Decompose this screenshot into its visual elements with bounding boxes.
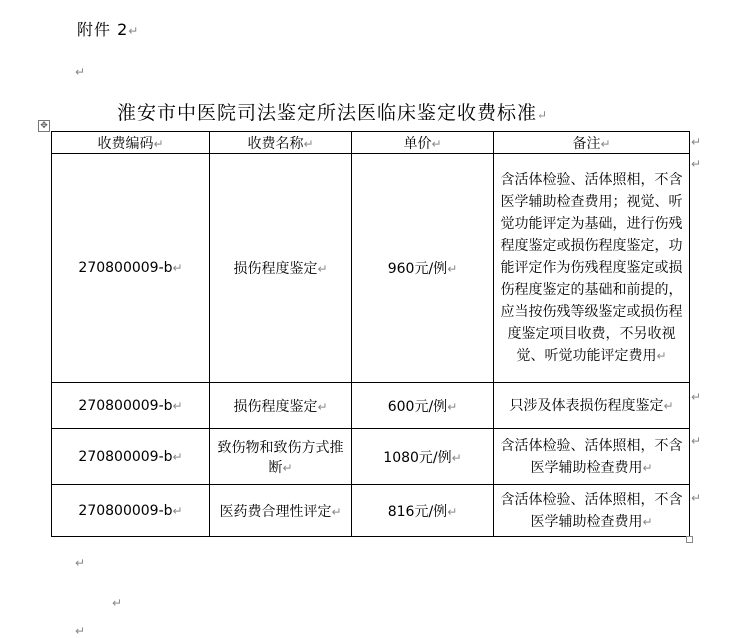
table-row: [52, 383, 690, 429]
paragraph-mark: ↵: [537, 108, 549, 122]
header-name: 收费名称↵: [210, 132, 352, 154]
cell-note: 含活体检验、活体照相，不含医学辅助检查费用↵: [494, 429, 690, 485]
cell-code: 270800009-b↵: [52, 485, 210, 537]
row-end-mark: ↵: [691, 135, 702, 149]
table-row: [52, 154, 690, 383]
table-resize-handle[interactable]: [686, 536, 693, 543]
paragraph-mark: ↵: [128, 24, 140, 38]
row-end-mark: ↵: [691, 157, 702, 171]
cell-name: 医药费合理性评定↵: [210, 485, 352, 537]
cell-name: 损伤程度鉴定↵: [210, 383, 352, 429]
cell-note: 含活体检验、活体照相，不含医学辅助检查费用↵: [494, 485, 690, 537]
table-move-handle-icon[interactable]: ✥: [38, 120, 50, 132]
cell-price: 600元/例↵: [352, 383, 494, 429]
header-code: 收费编码↵: [52, 132, 210, 154]
paragraph-mark: ↵: [75, 65, 86, 79]
page-title: 淮安市中医院司法鉴定所法医临床鉴定收费标准↵: [117, 102, 549, 124]
cell-price: 816元/例↵: [352, 485, 494, 537]
header-price: 单价↵: [352, 132, 494, 154]
cell-name: 损伤程度鉴定↵: [210, 154, 352, 383]
row-end-mark: ↵: [691, 390, 702, 404]
paragraph-mark: ↵: [112, 596, 123, 610]
fee-table: [51, 131, 690, 537]
cell-name: 致伤物和致伤方式推断↵: [210, 429, 352, 485]
table-header-row: [52, 132, 690, 154]
table-row: [52, 485, 690, 537]
cell-note: 只涉及体表损伤程度鉴定↵: [494, 383, 690, 429]
paragraph-mark: ↵: [75, 624, 86, 638]
row-end-mark: ↵: [691, 491, 702, 505]
paragraph-mark: ↵: [75, 556, 86, 570]
table-row: [52, 429, 690, 485]
header-note: 备注↵: [494, 132, 690, 154]
cell-price: 1080元/例↵: [352, 429, 494, 485]
cell-price: 960元/例↵: [352, 154, 494, 383]
cell-code: 270800009-b↵: [52, 383, 210, 429]
attachment-label: 附件 2↵: [77, 20, 140, 39]
cell-code: 270800009-b↵: [52, 154, 210, 383]
cell-note: 含活体检验、活体照相，不含医学辅助检查费用；视觉、听觉功能评定为基础，进行伤残程度鉴定或损伤程度鉴定，功能评定作为伤残程度鉴定或损伤程度鉴定的基础和前提的，应当按伤残等级鉴定或损伤程度鉴定项目收费，不另收视觉、听觉功能评定费用↵: [494, 154, 690, 383]
row-end-mark: ↵: [691, 434, 702, 448]
cell-code: 270800009-b↵: [52, 429, 210, 485]
